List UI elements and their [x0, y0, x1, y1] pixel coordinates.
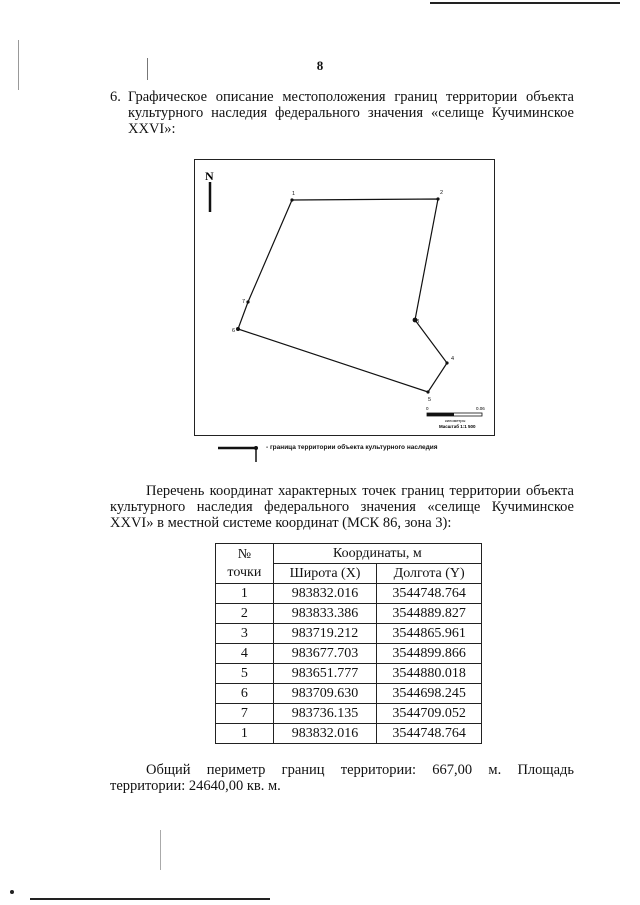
coordinates-table-body	[216, 584, 482, 744]
point-label-1: 1	[292, 191, 296, 197]
north-arrow-label: N	[205, 169, 214, 183]
cell-point: 7	[216, 704, 274, 724]
cell-y: 3544889.827	[377, 604, 482, 624]
cell-x: 983677.703	[273, 644, 377, 664]
header-point	[216, 544, 274, 584]
boundary-polygon	[238, 199, 447, 392]
cell-x: 983736.135	[273, 704, 377, 724]
cell-x: 983709.630	[273, 684, 377, 704]
boundary-point-5	[426, 390, 429, 393]
coordinates-intro: Перечень координат характерных точек границ территории объекта культурного наследия федерального значения «селище Кучиминское XXVI» в местной системе координат (МСК 86, зона 3):	[110, 483, 574, 531]
point-label-4: 4	[451, 356, 455, 362]
header-longitude: Долгота (Y)	[377, 564, 482, 584]
scale-bar-units: километры	[445, 418, 466, 423]
cell-y: 3544865.961	[377, 624, 482, 644]
point-label-2: 2	[440, 190, 444, 196]
section-heading	[110, 89, 574, 137]
table-row	[216, 664, 482, 684]
page-number: 8	[316, 58, 324, 73]
table-row	[216, 684, 482, 704]
coordinates-table	[215, 543, 482, 744]
table-row	[216, 644, 482, 664]
summary-text: Общий периметр границ территории: 667,00 м. Площадь территории: 24640,00 кв. м.	[110, 762, 574, 794]
cell-y: 3544698.245	[377, 684, 482, 704]
boundary-point-1	[290, 198, 293, 201]
cell-point: 3	[216, 624, 274, 644]
point-label-6: 6	[232, 328, 236, 334]
cell-y: 3544748.764	[377, 584, 482, 604]
cell-point: 2	[216, 604, 274, 624]
table-row	[216, 584, 482, 604]
cell-point: 1	[216, 724, 274, 744]
section-number: 6.	[110, 89, 121, 105]
scale-bar-scale: Масштаб 1:1 500	[439, 424, 476, 429]
boundary-map	[194, 159, 495, 436]
table-row	[216, 724, 482, 744]
cell-x: 983832.016	[273, 724, 377, 744]
header-point-line2: точки	[227, 564, 262, 580]
cell-x: 983833.386	[273, 604, 377, 624]
scan-speck	[160, 830, 161, 870]
point-label-5: 5	[428, 397, 432, 403]
table-header-row	[216, 544, 482, 564]
legend-line-icon	[216, 440, 266, 464]
point-label-3: 3	[416, 319, 420, 325]
cell-point: 1	[216, 584, 274, 604]
table-row	[216, 604, 482, 624]
header-coordinates: Координаты, м	[273, 544, 481, 564]
section-heading-text: Графическое описание местоположения границ территории объекта культурного наследия федерального значения «селище Кучиминское XXVI»:	[128, 89, 574, 137]
scan-speck	[10, 890, 14, 894]
scale-bar-start: 0	[426, 406, 429, 411]
cell-point: 6	[216, 684, 274, 704]
boundary-point-4	[445, 361, 448, 364]
table-row	[216, 704, 482, 724]
boundary-point-6	[236, 327, 240, 331]
boundary-point-2	[436, 197, 439, 200]
cell-y: 3544709.052	[377, 704, 482, 724]
scale-bar-end: 0.06	[476, 406, 485, 411]
cell-y: 3544899.866	[377, 644, 482, 664]
cell-y: 3544748.764	[377, 724, 482, 744]
boundary-map-svg	[195, 160, 496, 437]
legend-text: - граница территории объекта культурного наследия	[266, 444, 438, 451]
cell-x: 983719.212	[273, 624, 377, 644]
cell-point: 4	[216, 644, 274, 664]
cell-point: 5	[216, 664, 274, 684]
header-point-line1: №	[237, 546, 252, 562]
map-legend	[216, 440, 516, 464]
boundary-point-7	[246, 300, 249, 303]
cell-x: 983832.016	[273, 584, 377, 604]
scan-edge-top	[430, 2, 620, 4]
scan-edge-bottom	[30, 898, 270, 900]
scale-bar	[426, 406, 485, 429]
cell-y: 3544880.018	[377, 664, 482, 684]
cell-x: 983651.777	[273, 664, 377, 684]
table-row	[216, 624, 482, 644]
header-latitude: Широта (X)	[273, 564, 377, 584]
point-label-7: 7	[242, 299, 246, 305]
